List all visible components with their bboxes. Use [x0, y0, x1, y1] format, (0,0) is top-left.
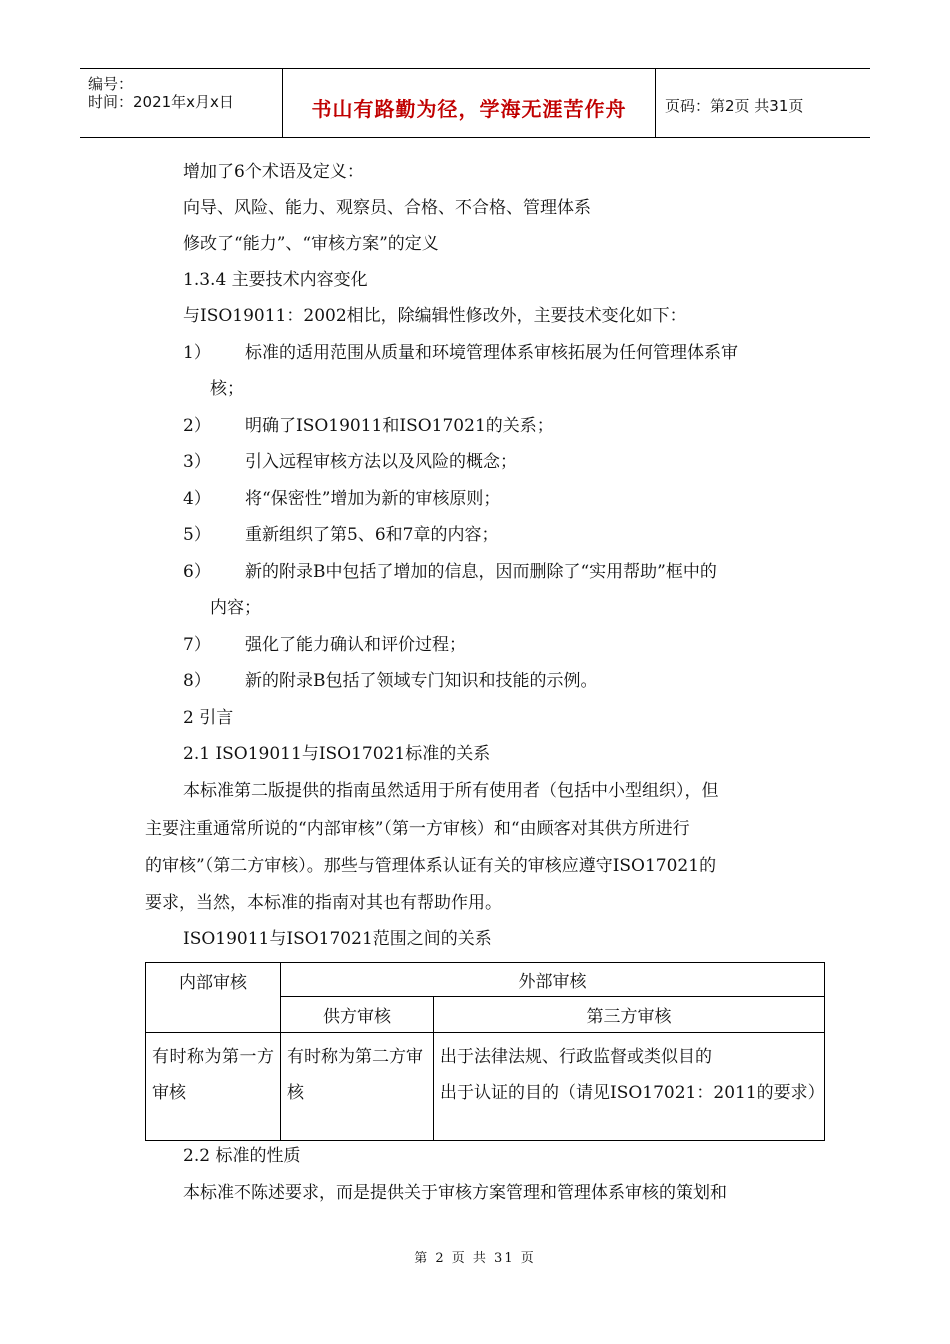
paragraph-line: 向导、风险、能力、观察员、合格、不合格、管理体系: [183, 198, 591, 218]
list-item-text: 引入远程审核方法以及风险的概念；: [245, 452, 517, 472]
third-party-audit-header: 第三方审核: [434, 997, 825, 1033]
header-left-cell: [80, 69, 282, 137]
section-heading: 2.2 标准的性质: [183, 1146, 301, 1166]
paragraph-line: 主要注重通常所说的“内部审核”（第一方审核）和“由顾客对其供方所进行: [145, 819, 690, 839]
list-item-text: 标准的适用范围从质量和环境管理体系审核拓展为任何管理体系审: [245, 343, 738, 363]
list-number: 1）: [183, 343, 211, 363]
list-number: 7）: [183, 635, 211, 655]
list-number: 8）: [183, 671, 211, 691]
page-header: [80, 68, 870, 138]
list-number: 6）: [183, 562, 211, 582]
paragraph-line: 增加了6个术语及定义：: [183, 162, 364, 182]
second-party-cell: 有时称为第二方审核: [281, 1033, 434, 1141]
section-heading: 2.1 ISO19011与ISO17021标准的关系: [183, 744, 491, 764]
paragraph-line: 的审核”（第二方审核）。那些与管理体系认证有关的审核应遵守ISO17021的: [145, 856, 717, 876]
section-heading: 2 引言: [183, 708, 234, 728]
third-party-line: 出于法律法规、行政监督或类似目的: [440, 1047, 712, 1067]
section-heading: 1.3.4 主要技术内容变化: [183, 270, 368, 290]
list-number: 2）: [183, 416, 211, 436]
list-item-text: 新的附录B中包括了增加的信息，因而删除了“实用帮助”框中的: [245, 562, 717, 582]
external-audit-header: 外部审核: [281, 963, 825, 997]
list-number: 3）: [183, 452, 211, 472]
first-party-cell: 有时称为第一方审核: [146, 1033, 281, 1141]
audit-scope-table: [145, 962, 825, 1141]
list-number: 5）: [183, 525, 211, 545]
paragraph-line: 修改了“能力”、“审核方案”的定义: [183, 234, 439, 254]
list-number: 4）: [183, 489, 211, 509]
page-footer: 第 2 页 共 31 页: [414, 1251, 536, 1266]
list-item-text: 重新组织了第5、6和7章的内容；: [245, 525, 499, 545]
list-item-text: 强化了能力确认和评价过程；: [245, 635, 466, 655]
paragraph-line: 要求，当然，本标准的指南对其也有帮助作用。: [145, 893, 502, 913]
internal-audit-header: 内部审核: [146, 963, 281, 1033]
supplier-audit-header: 供方审核: [281, 997, 434, 1033]
header-motto-cell: [282, 69, 656, 137]
third-party-cell: [434, 1033, 825, 1141]
motto: 书山有路勤为径，学海无涯苦作舟: [311, 97, 627, 121]
number-label: 编号：: [88, 75, 134, 93]
date-label: 时间：2021年x月x日: [88, 93, 234, 111]
list-item-text: 将“保密性”增加为新的审核原则；: [245, 489, 501, 509]
list-item-continuation: 核；: [210, 379, 244, 399]
page-info: 页码：第2页 共31页: [665, 97, 804, 115]
third-party-line: 出于认证的目的（请见ISO17021：2011的要求）: [440, 1083, 825, 1103]
list-item-text: 明确了ISO19011和ISO17021的关系；: [245, 416, 554, 436]
header-right-cell: [655, 69, 870, 137]
list-item-continuation: 内容；: [210, 598, 261, 618]
paragraph-line: 与ISO19011：2002相比，除编辑性修改外，主要技术变化如下：: [183, 306, 687, 326]
table-caption: ISO19011与ISO17021范围之间的关系: [183, 929, 492, 949]
paragraph-line: 本标准不陈述要求，而是提供关于审核方案管理和管理体系审核的策划和: [183, 1183, 727, 1203]
paragraph-line: 本标准第二版提供的指南虽然适用于所有使用者（包括中小型组织），但: [183, 781, 719, 801]
list-item-text: 新的附录B包括了领域专门知识和技能的示例。: [245, 671, 598, 691]
